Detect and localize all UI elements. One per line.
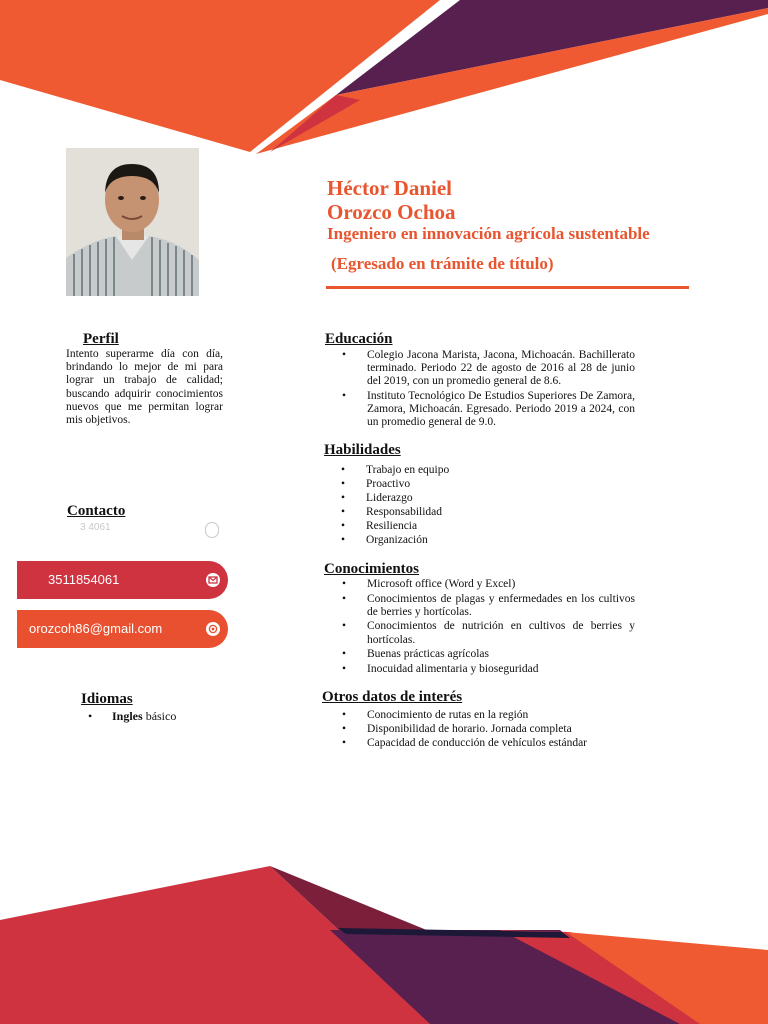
educacion-heading: Educación	[325, 331, 393, 347]
contacto-heading: Contacto	[67, 503, 126, 519]
idiomas-heading: Idiomas	[81, 691, 133, 707]
habilidades-list	[366, 464, 634, 547]
profile-photo	[66, 148, 199, 296]
list-item: • Buenas prácticas agrícolas	[367, 648, 635, 661]
list-item: • Conocimiento de rutas en la región	[367, 709, 635, 723]
otros-heading: Otros datos de interés	[322, 689, 463, 705]
educacion-list	[367, 349, 635, 430]
bottom-decoration	[0, 860, 768, 1024]
faded-contact-number: 3 4061	[80, 522, 111, 533]
list-item: • Instituto Tecnológico De Estudios Superiores De Zamora, Zamora, Michoacán. Egresado. Periodo 2019 a 2024, con un promedio general de 9.0.	[367, 390, 635, 430]
perfil-text: Intento superarme día con día, brindando lo mejor de mi para lograr un trabajo de calidad; buscando adquirir conocimientos nuevos que me permitan lograr mis objetivos.	[66, 348, 223, 427]
top-decoration	[0, 0, 768, 160]
degree-status: (Egresado en trámite de título)	[331, 254, 554, 273]
language-item	[88, 709, 176, 724]
list-item: • Conocimientos de nutrición en cultivos de berries y hortícolas.	[367, 620, 635, 646]
list-item: • Resiliencia	[366, 520, 634, 534]
list-item: • Capacidad de conducción de vehículos estándar	[367, 737, 635, 751]
list-item: • Conocimientos de plagas y enfermedades en los cultivos de berries y hortícolas.	[367, 593, 635, 619]
habilidades-heading: Habilidades	[324, 442, 401, 458]
professional-title: Ingeniero en innovación agrícola sustentable	[327, 224, 650, 243]
mail-icon	[206, 573, 220, 587]
email-address[interactable]: orozcoh86@gmail.com	[29, 621, 163, 636]
name-line-1: Héctor Daniel	[327, 176, 452, 200]
list-item: • Inocuidad alimentaria y bioseguridad	[367, 663, 635, 676]
list-item: • Microsoft office (Word y Excel)	[367, 578, 635, 591]
name-line-2: Orozco Ochoa	[327, 200, 456, 224]
list-item: • Colegio Jacona Marista, Jacona, Michoacán. Bachillerato terminado. Periodo 22 de agosto de 2016 al 28 de junio del 2019, con un promedio general de 8.6.	[367, 349, 635, 389]
list-item: • Responsabilidad	[366, 506, 634, 520]
conocimientos-list	[367, 578, 635, 677]
list-item: • Organización	[366, 534, 634, 548]
phone-contact[interactable]	[17, 561, 228, 599]
language-level: básico	[142, 709, 177, 723]
perfil-heading: Perfil	[83, 331, 119, 347]
list-item: • Liderazgo	[366, 492, 634, 506]
at-sign-icon	[206, 622, 220, 636]
otros-list	[367, 709, 635, 751]
language-name: Ingles	[112, 709, 143, 723]
list-item: • Trabajo en equipo	[366, 464, 634, 478]
email-contact[interactable]	[17, 610, 228, 648]
bullet-icon: •	[88, 709, 93, 723]
list-item: • Proactivo	[366, 478, 634, 492]
list-item: • Disponibilidad de horario. Jornada completa	[367, 723, 635, 737]
title-divider	[326, 286, 689, 289]
full-name	[327, 176, 456, 224]
phone-number[interactable]: 3511854061	[48, 572, 120, 587]
faded-phone-icon	[205, 522, 219, 538]
conocimientos-heading: Conocimientos	[324, 561, 419, 577]
